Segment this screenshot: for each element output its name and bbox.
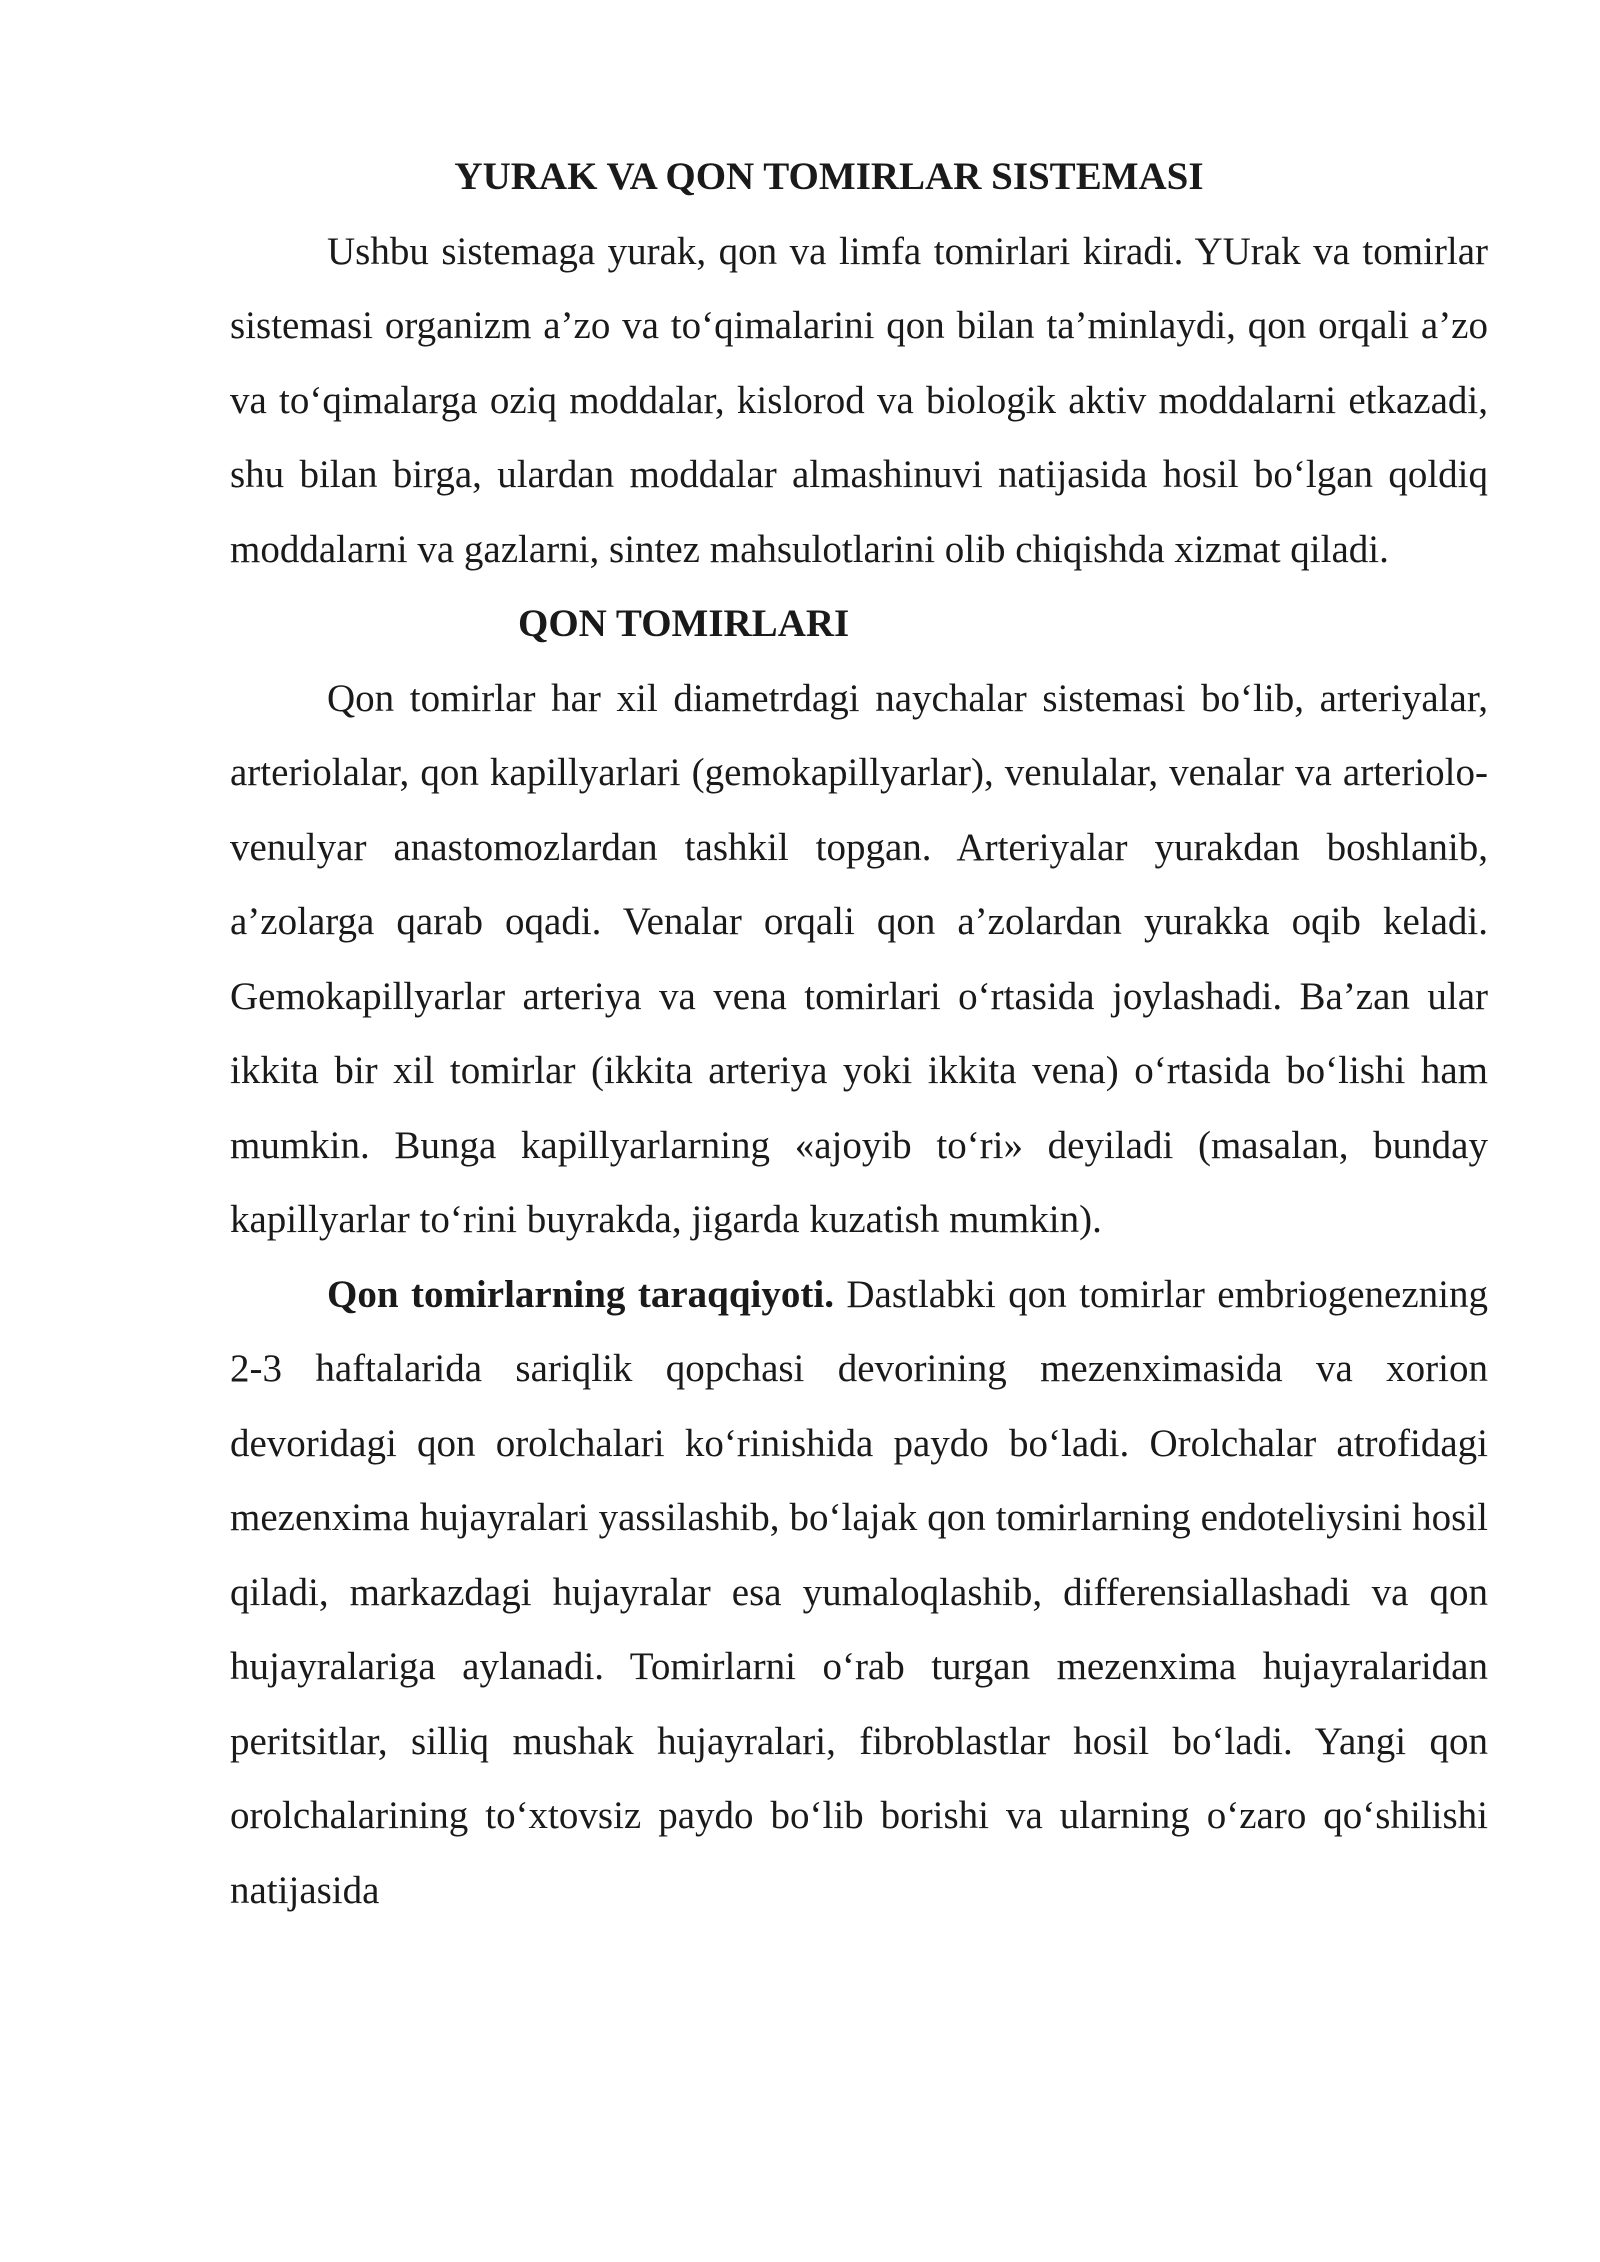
section-heading: QON TOMIRLARI [518, 602, 850, 645]
document-title: YURAK VA QON TOMIRLAR SISTEMASI [454, 155, 1204, 198]
development-paragraph [230, 1258, 1488, 1929]
development-lead: Qon tomirlarning taraqqiyoti. [327, 1272, 834, 1316]
development-text: Dastlabki qon tomirlar embriogenezning 2-3 haftalarida sariqlik qopchasi devorining mezenximasida va xorion devoridagi qon orolchalari ko‘rinishida paydo bo‘ladi. Orolchalar atrofidagi mezenxima hujayralari yassilashib, bo‘lajak qon tomirlarning endoteliysini hosil qiladi, markazdagi hujayralar esa yumaloqlashib, differensiallashadi va qon hujayralariga aylanadi. Tomirlarni o‘rab turgan mezenxima hujayralaridan peritsitlar, silliq mushak hujayralari, fibroblastlar hosil bo‘ladi. Yangi qon orolchalarining to‘xtovsiz paydo bo‘lib borishi va ularning o‘zaro qo‘shilishi natijasida [230, 1272, 1488, 1912]
section-paragraph: Qon tomirlar har xil diametrdagi naychalar sistemasi bo‘lib, arteriyalar, arteriolalar, qon kapillyarlari (gemokapillyarlar), venulalar, venalar va arteriolo-venulyar anastomozlardan tashkil topgan. Arteriyalar yurakdan boshlanib, a’zolarga qarab oqadi. Venalar orqali qon a’zolardan yurakka oqib keladi. Gemokapillyarlar arteriya va vena tomirlari o‘rtasida joylashadi. Ba’zan ular ikkita bir xil tomirlar (ikkita arteriya yoki ikkita vena) o‘rtasida bo‘lishi ham mumkin. Bunga kapillyarlarning «ajoyib to‘ri» deyiladi (masalan, bunday kapillyarlar to‘rini buyrakda, jigarda kuzatish mumkin). [230, 676, 1488, 1241]
intro-paragraph: Ushbu sistemaga yurak, qon va limfa tomirlari kiradi. YUrak va tomirlar sistemasi organizm a’zo va to‘qimalarini qon bilan ta’minlaydi, qon orqali a’zo va to‘qimalarga oziq moddalar, kislorod va biologik aktiv moddalarni etkazadi, shu bilan birga, ulardan moddalar almashinuvi natijasida hosil bo‘lgan qoldiq moddalarni va gazlarni, sintez mahsulotlarini olib chiqishda xizmat qiladi. [230, 229, 1488, 571]
document-page [230, 140, 1488, 1928]
